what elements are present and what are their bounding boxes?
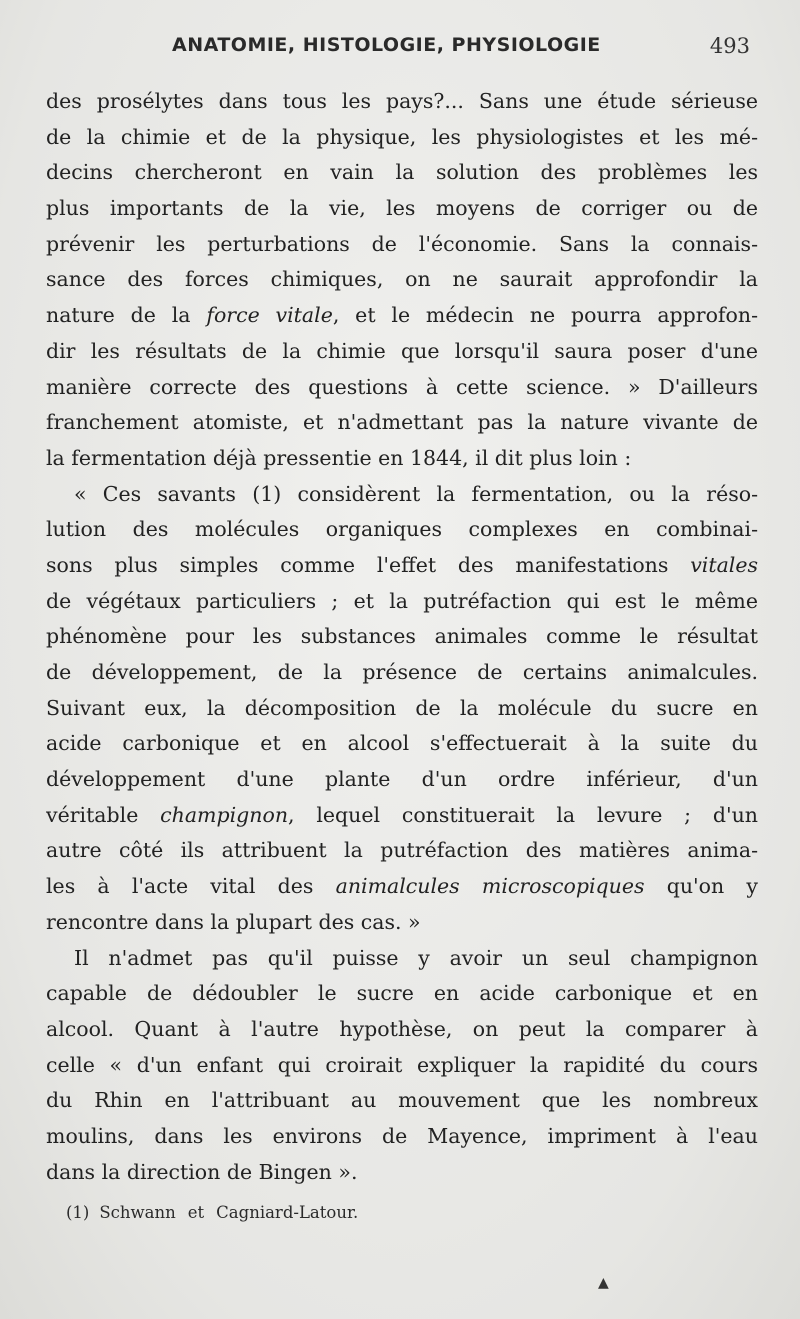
text-line: capable de dédoubler le sucre en acide carbonique et en (46, 981, 758, 1006)
text-line: manière correcte des questions à cette science. » D'ailleurs (46, 374, 758, 399)
text-line: véritable champignon, lequel constituerait la levure ; d'un (46, 802, 758, 827)
text-line: dans la direction de Bingen ». (46, 1159, 358, 1184)
text-line: autre côté ils attribuent la putréfaction des matières anima- (46, 838, 758, 863)
text-line: de végétaux particuliers ; et la putréfaction qui est le même (46, 588, 758, 613)
text-line: du Rhin en l'attribuant au mouvement que les nombreux (46, 1088, 758, 1113)
text-line: « Ces savants (1) considèrent la fermentation, ou la réso- (74, 481, 758, 506)
text-line: alcool. Quant à l'autre hypothèse, on peut la comparer à (46, 1016, 758, 1041)
text-line: dir les résultats de la chimie que lorsqu'il saura poser d'une (46, 338, 758, 363)
text-line: Il n'admet pas qu'il puisse y avoir un seul champignon (74, 945, 758, 970)
text-line: celle « d'un enfant qui croirait expliquer la rapidité du cours (46, 1052, 758, 1077)
italic-term: champignon (160, 802, 289, 827)
italic-term: vitales (690, 552, 758, 577)
footnote-marker: (1) (66, 1203, 90, 1222)
text-line: des prosélytes dans tous les pays?... Sans une étude sérieuse (46, 89, 758, 113)
text-line: rencontre dans la plupart des cas. » (46, 909, 421, 934)
text-line: développement d'une plante d'un ordre inférieur, d'un (46, 767, 758, 792)
text-line: nature de la force vitale, et le médecin ne pourra approfon- (46, 303, 758, 328)
text-line: acide carbonique et en alcool s'effectuerait à la suite du (46, 731, 758, 756)
footnote-conjunction: et (187, 1203, 205, 1222)
italic-term: force vitale (206, 303, 333, 328)
print-speck-icon: ▲ (598, 1275, 609, 1291)
text-line: sance des forces chimiques, on ne saurait approfondir la (46, 267, 758, 292)
text-line: decins chercheront en vain la solution des problèmes les (46, 160, 758, 185)
footnote (66, 1203, 358, 1222)
running-title: ANATOMIE, HISTOLOGIE, PHYSIOLOGIE (172, 34, 601, 56)
text-line: Suivant eux, la décomposition de la molécule du sucre en (46, 695, 758, 720)
text-line: franchement atomiste, et n'admettant pas la nature vivante de (46, 410, 758, 435)
text-line: moulins, dans les environs de Mayence, impriment à l'eau (46, 1123, 758, 1148)
text-line: lution des molécules organiques complexes en combinai- (46, 517, 758, 542)
footnote-author: Schwann (99, 1203, 176, 1222)
text-line: plus importants de la vie, les moyens de corriger ou de (46, 196, 758, 221)
text-line: de développement, de la présence de certains animalcules. (46, 660, 758, 684)
italic-term: animalcules microscopiques (335, 874, 645, 899)
text-line: de la chimie et de la physique, les physiologistes et les mé- (46, 124, 758, 149)
running-head (0, 34, 800, 64)
page-number: 493 (709, 34, 750, 58)
text-line: prévenir les perturbations de l'économie. Sans la connais- (46, 231, 758, 256)
footnote-author: Cagniard-Latour. (216, 1203, 359, 1222)
text-line: les à l'acte vital des animalcules microscopiques qu'on y (46, 874, 758, 899)
text-line: la fermentation déjà pressentie en 1844, il dit plus loin : (46, 445, 632, 470)
body-text (46, 84, 758, 1190)
text-line: phénomène pour les substances animales comme le résultat (46, 624, 758, 649)
text-line: sons plus simples comme l'effet des manifestations vitales (46, 552, 758, 577)
